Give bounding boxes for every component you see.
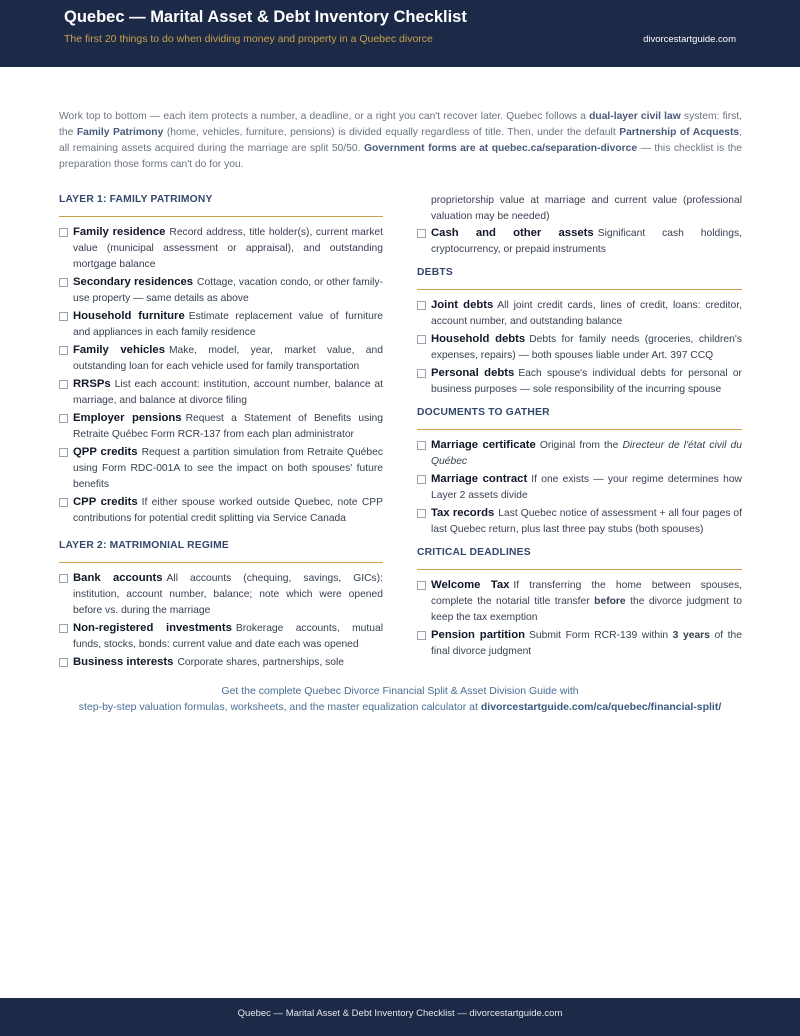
left-column [59, 190, 383, 672]
checkbox[interactable] [417, 475, 426, 484]
checkbox[interactable] [417, 335, 426, 344]
checkbox[interactable] [417, 509, 426, 518]
checklist-item-joint-debts[interactable]: Joint debts All joint credit cards, lines of credit, loans: creditor, account number, and outstanding balance [417, 297, 742, 330]
checkbox[interactable] [417, 581, 426, 590]
right-column [417, 193, 742, 661]
checkbox[interactable] [417, 229, 426, 238]
business-interests-continuation: proprietorship value at marriage and current value (professional valuation may be needed) [431, 195, 742, 222]
checkbox[interactable] [59, 658, 68, 667]
guide-call-to-action [40, 683, 760, 715]
checkbox[interactable] [59, 414, 68, 423]
checklist-item-bank-accounts[interactable]: Bank accounts All accounts (chequing, savings, GICs): institution, account number, balance; note which were opened before vs. during the marriage [59, 570, 383, 619]
checklist-item-personal-debts[interactable]: Personal debts Each spouse's individual debts for personal or business purposes — sole responsibility of the incurring spouse [417, 365, 742, 398]
checkbox[interactable] [417, 441, 426, 450]
checklist-item-tax-records[interactable]: Tax records Last Quebec notice of assessment + all four pages of last Quebec return, plus last three pay stubs (both spouses) [417, 505, 742, 538]
section-title-critical-deadlines: CRITICAL DEADLINES [417, 543, 742, 570]
section-title-documents-to-gather: DOCUMENTS TO GATHER [417, 403, 742, 430]
checklist-item-marriage-contract[interactable]: Marriage contract If one exists — your regime determines how Layer 2 assets divide [417, 471, 742, 504]
section-title-debts: DEBTS [417, 263, 742, 290]
checklist-item-non-registered-investments[interactable]: Non-registered investments Brokerage accounts, mutual funds, stocks, bonds: current value and date each was opened [59, 620, 383, 653]
checklist-item-secondary-residences[interactable]: Secondary residences Cottage, vacation condo, or other family-use property — same details as above [59, 274, 383, 307]
checklist-item-cpp-credits[interactable]: CPP credits If either spouse worked outside Quebec, note CPP contributions for potential credit splitting via Service Canada [59, 494, 383, 527]
checklist-item-household-debts[interactable]: Household debts Debts for family needs (groceries, children's expenses, repairs) — both spouses liable under Art. 397 CCQ [417, 331, 742, 364]
checkbox[interactable] [417, 301, 426, 310]
checkbox[interactable] [59, 380, 68, 389]
section-title-matrimonial-regime: LAYER 2: MATRIMONIAL REGIME [59, 536, 383, 563]
government-forms-link[interactable]: Government forms are at quebec.ca/separation-divorce [363, 143, 638, 154]
checkbox[interactable] [59, 312, 68, 321]
cta-line-2: step-by-step valuation formulas, worksheets, and the master equalization calculator at divorcestartguide.com/ca/quebec/financial-split/ [78, 701, 722, 713]
cta-line-1: Get the complete Quebec Divorce Financial Split & Asset Division Guide with [221, 685, 579, 697]
checklist-item-pension-partition[interactable]: Pension partition Submit Form RCR-139 within 3 years of the final divorce judgment [417, 627, 742, 660]
checklist-item-cash-and-other-assets[interactable]: Cash and other assets Significant cash holdings, cryptocurrency, or prepaid instruments [417, 225, 742, 258]
checkbox[interactable] [59, 574, 68, 583]
section-title-family-patrimony: LAYER 1: FAMILY PATRIMONY [59, 190, 383, 217]
regime-list [59, 570, 383, 671]
checkbox[interactable] [59, 498, 68, 507]
checkbox[interactable] [59, 448, 68, 457]
guide-link[interactable]: divorcestartguide.com/ca/quebec/financial-split/ [480, 701, 722, 713]
checklist-item-rrsps[interactable]: RRSPs List each account: institution, account number, balance at marriage, and balance at divorce filing [59, 376, 383, 409]
checklist-item-employer-pensions[interactable]: Employer pensions Request a Statement of Benefits using Retraite Québec Form RCR-137 from each plan administrator [59, 410, 383, 443]
deadlines-list [417, 577, 742, 660]
checkbox[interactable] [59, 624, 68, 633]
intro-paragraph: Work top to bottom — each item protects a number, a deadline, or a right you can't recover later. Quebec follows a dual-layer civil law system: first, the Family Patrimony (home, vehicles, furniture, pensions) is divided equally regardless of title. Then, under the default Partnership of Acquests, all remaining assets acquired during the marriage are split 50/50. Government forms are at quebec.ca/separation-divorce — this checklist is the preparation those forms can't do for you. [59, 111, 743, 170]
page-subtitle: The first 20 things to do when dividing money and property in a Quebec divorce [64, 33, 433, 45]
checklist-item-household-furniture[interactable]: Household furniture Estimate replacement value of furniture and appliances in each family residence [59, 308, 383, 341]
checklist-item-welcome-tax[interactable]: Welcome Tax If transferring the home between spouses, complete the notarial title transfer before the divorce judgment to keep the tax exemption [417, 577, 742, 626]
checkbox[interactable] [59, 228, 68, 237]
footer-banner [0, 998, 800, 1036]
checkbox[interactable] [59, 278, 68, 287]
page-title: Quebec — Marital Asset & Debt Inventory Checklist [64, 8, 467, 26]
checklist-item-business-interests[interactable]: Business interests Corporate shares, partnerships, sole [59, 654, 383, 671]
documents-list [417, 437, 742, 538]
checklist-item-family-vehicles[interactable]: Family vehicles Make, model, year, market value, and outstanding loan for each vehicle used for family transportation [59, 342, 383, 375]
checklist-item-family-residence[interactable]: Family residence Record address, title holder(s), current market value (municipal assessment or appraisal), and outstanding mortgage balance [59, 224, 383, 273]
checkbox[interactable] [417, 631, 426, 640]
debts-list [417, 297, 742, 398]
site-name: divorcestartguide.com [643, 34, 736, 45]
checklist-item-qpp-credits[interactable]: QPP credits Request a partition simulation from Retraite Québec using Form RDC-001A to see the impact on both spouses' future benefits [59, 444, 383, 493]
patrimony-list [59, 224, 383, 527]
header-banner [0, 0, 800, 67]
checklist-item-marriage-certificate[interactable]: Marriage certificate Original from the Directeur de l'état civil du Québec [417, 437, 742, 470]
checkbox[interactable] [417, 369, 426, 378]
checkbox[interactable] [59, 346, 68, 355]
footer-text: Quebec — Marital Asset & Debt Inventory Checklist — divorcestartguide.com [237, 1008, 563, 1019]
